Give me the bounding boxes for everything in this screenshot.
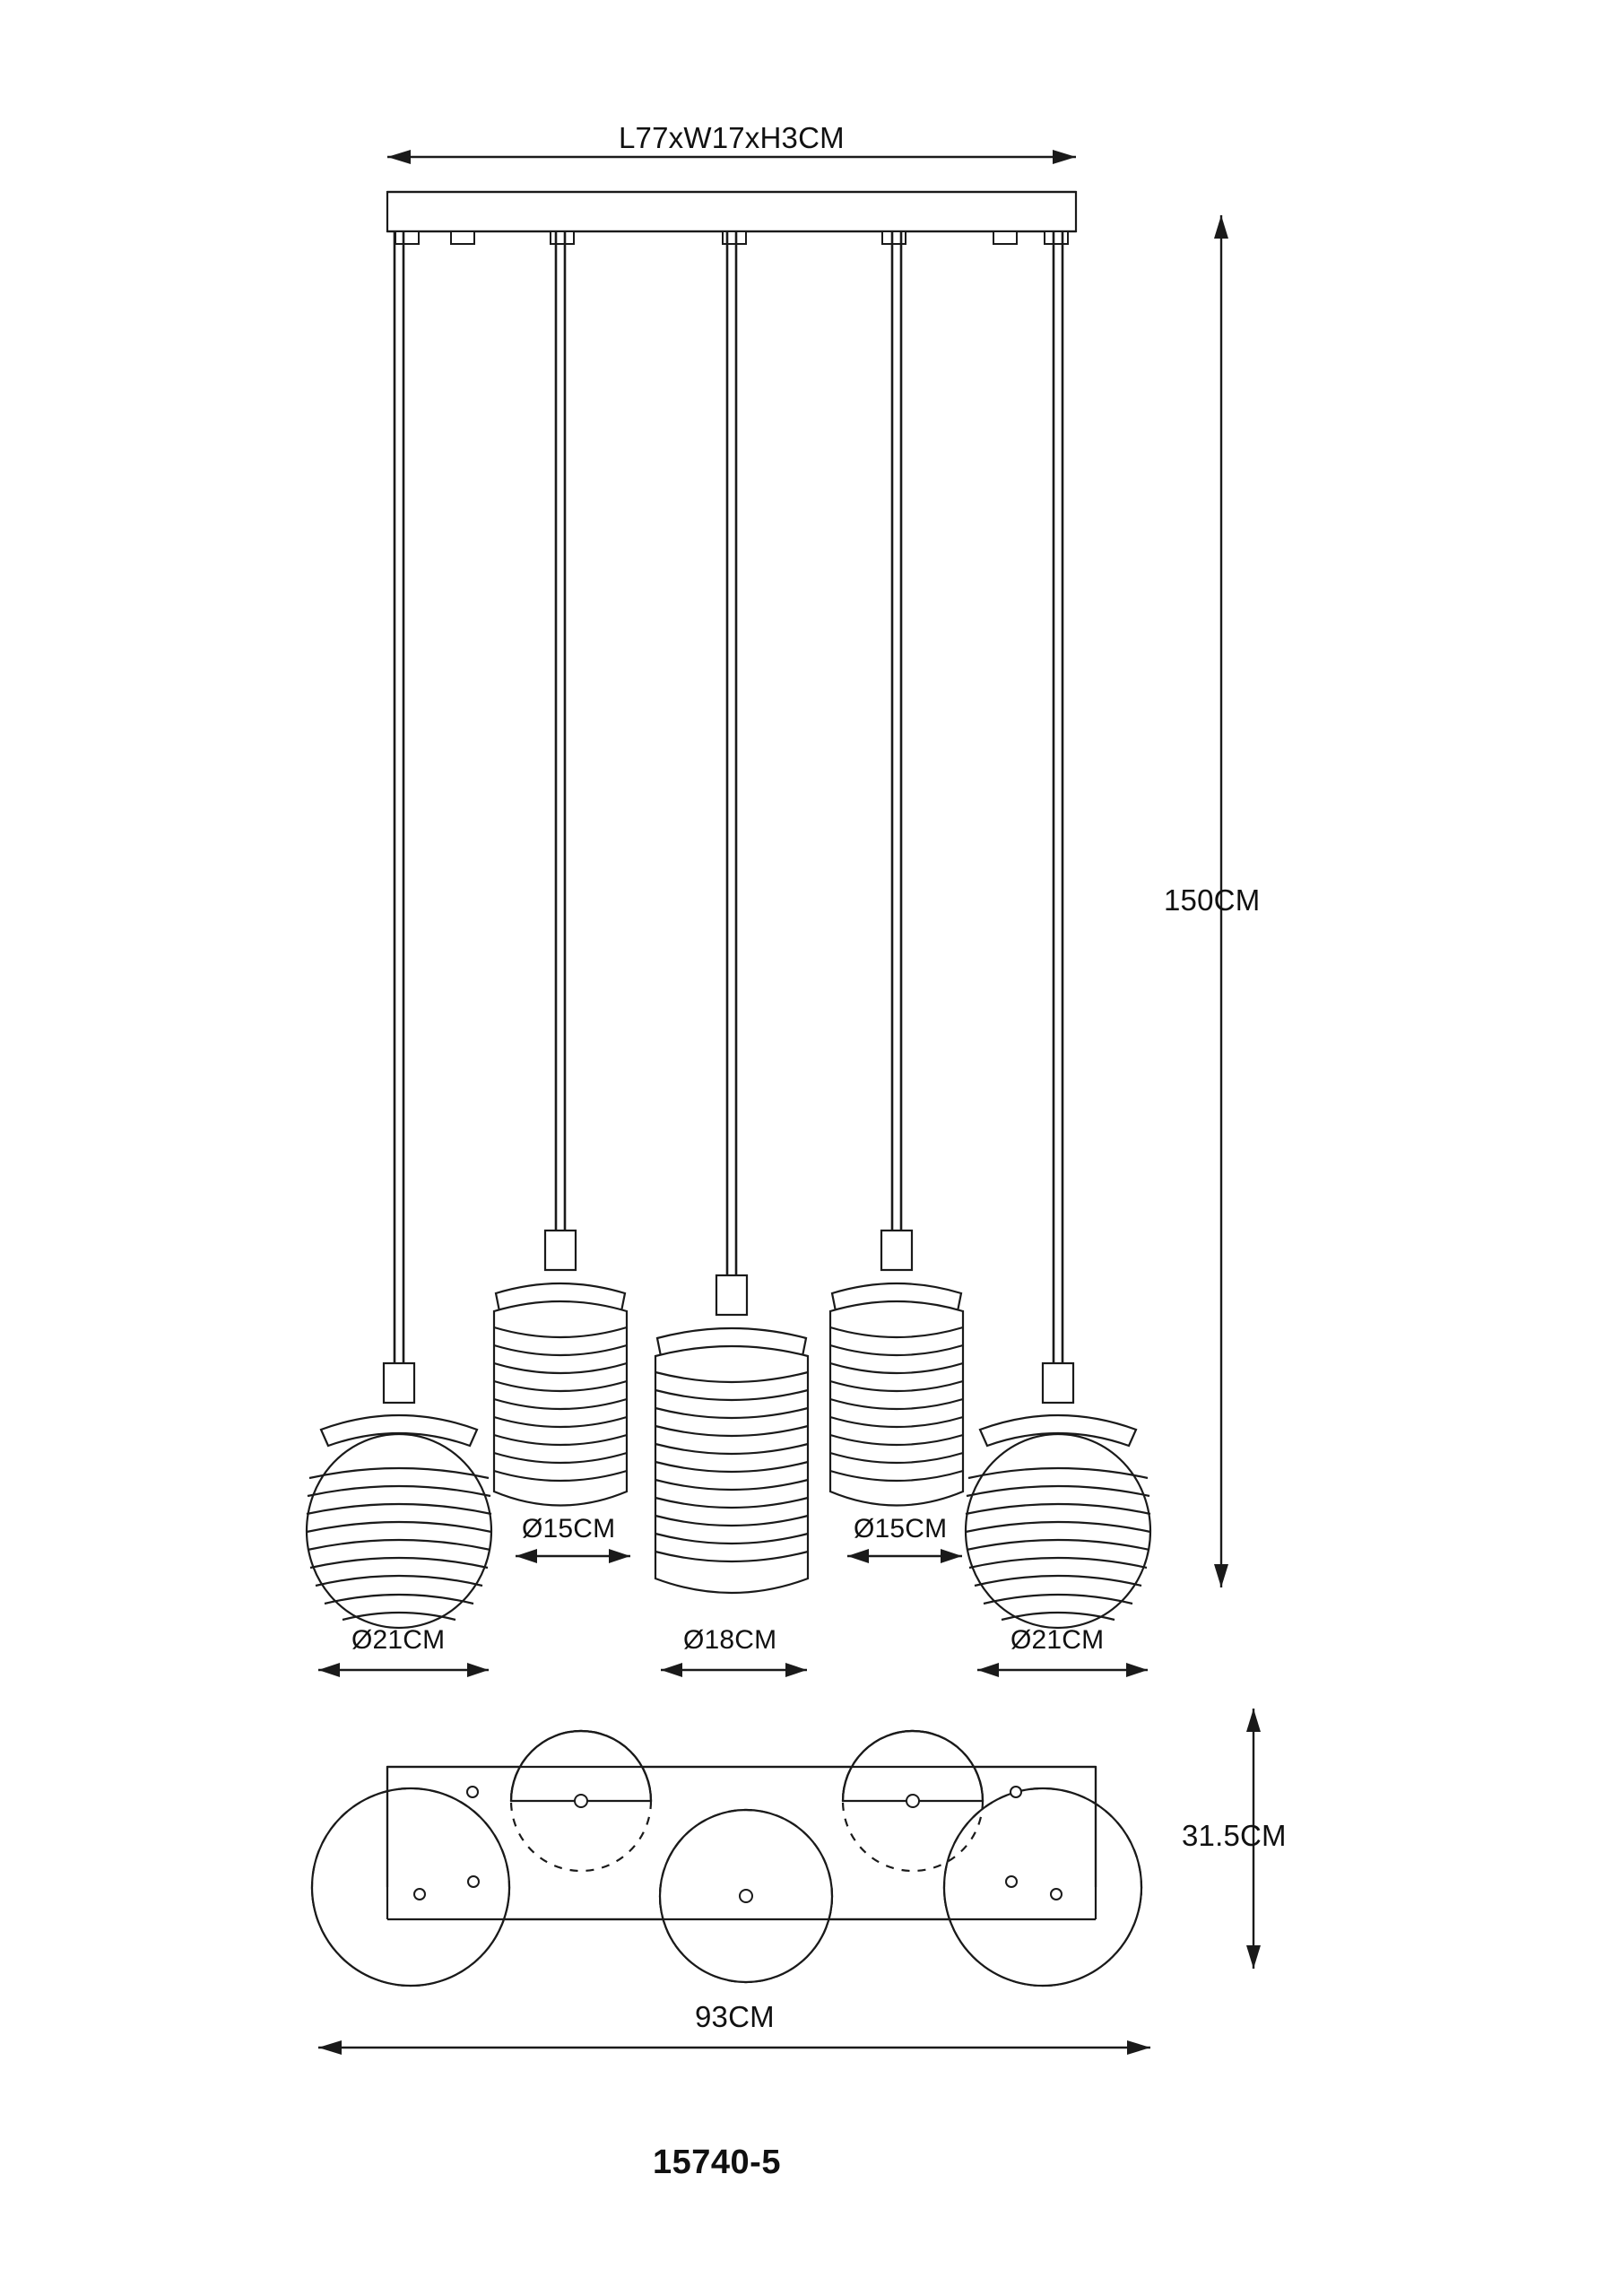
dimension-arrow-d15-right bbox=[847, 1549, 962, 1563]
dimension-arrow-d21-left bbox=[318, 1663, 489, 1677]
label-product-code: 15740-5 bbox=[653, 2144, 781, 2181]
label-plan-depth: 31.5CM bbox=[1182, 1819, 1287, 1852]
dimension-arrow-d21-right bbox=[977, 1663, 1148, 1677]
dimension-arrow-d15-left bbox=[516, 1549, 630, 1563]
cord-mount-blocks bbox=[395, 231, 1068, 244]
dimension-arrow-d18-center bbox=[661, 1663, 807, 1677]
pendant-4-shade bbox=[830, 1231, 963, 1506]
pendant-3-shade bbox=[655, 1275, 808, 1593]
label-overall-dimensions: L77xW17xH3CM bbox=[619, 121, 845, 154]
label-diameter-18-center: Ø18CM bbox=[683, 1625, 777, 1655]
ceiling-canopy-bar bbox=[387, 192, 1076, 231]
label-diameter-15-right: Ø15CM bbox=[854, 1514, 948, 1544]
label-diameter-21-left: Ø21CM bbox=[351, 1625, 446, 1655]
label-plan-width: 93CM bbox=[695, 2000, 775, 2033]
pendant-2-shade bbox=[494, 1231, 627, 1506]
plan-view-group bbox=[312, 1731, 1141, 1986]
dimension-arrow-plan-width bbox=[318, 2040, 1150, 2055]
pendant-5-shade bbox=[966, 1363, 1150, 1628]
pendant-1-shade bbox=[307, 1363, 491, 1628]
label-overall-height: 150CM bbox=[1164, 883, 1261, 917]
label-diameter-21-right: Ø21CM bbox=[1010, 1625, 1105, 1655]
suspension-cords bbox=[395, 231, 1063, 1363]
label-diameter-15-left: Ø15CM bbox=[522, 1514, 616, 1544]
